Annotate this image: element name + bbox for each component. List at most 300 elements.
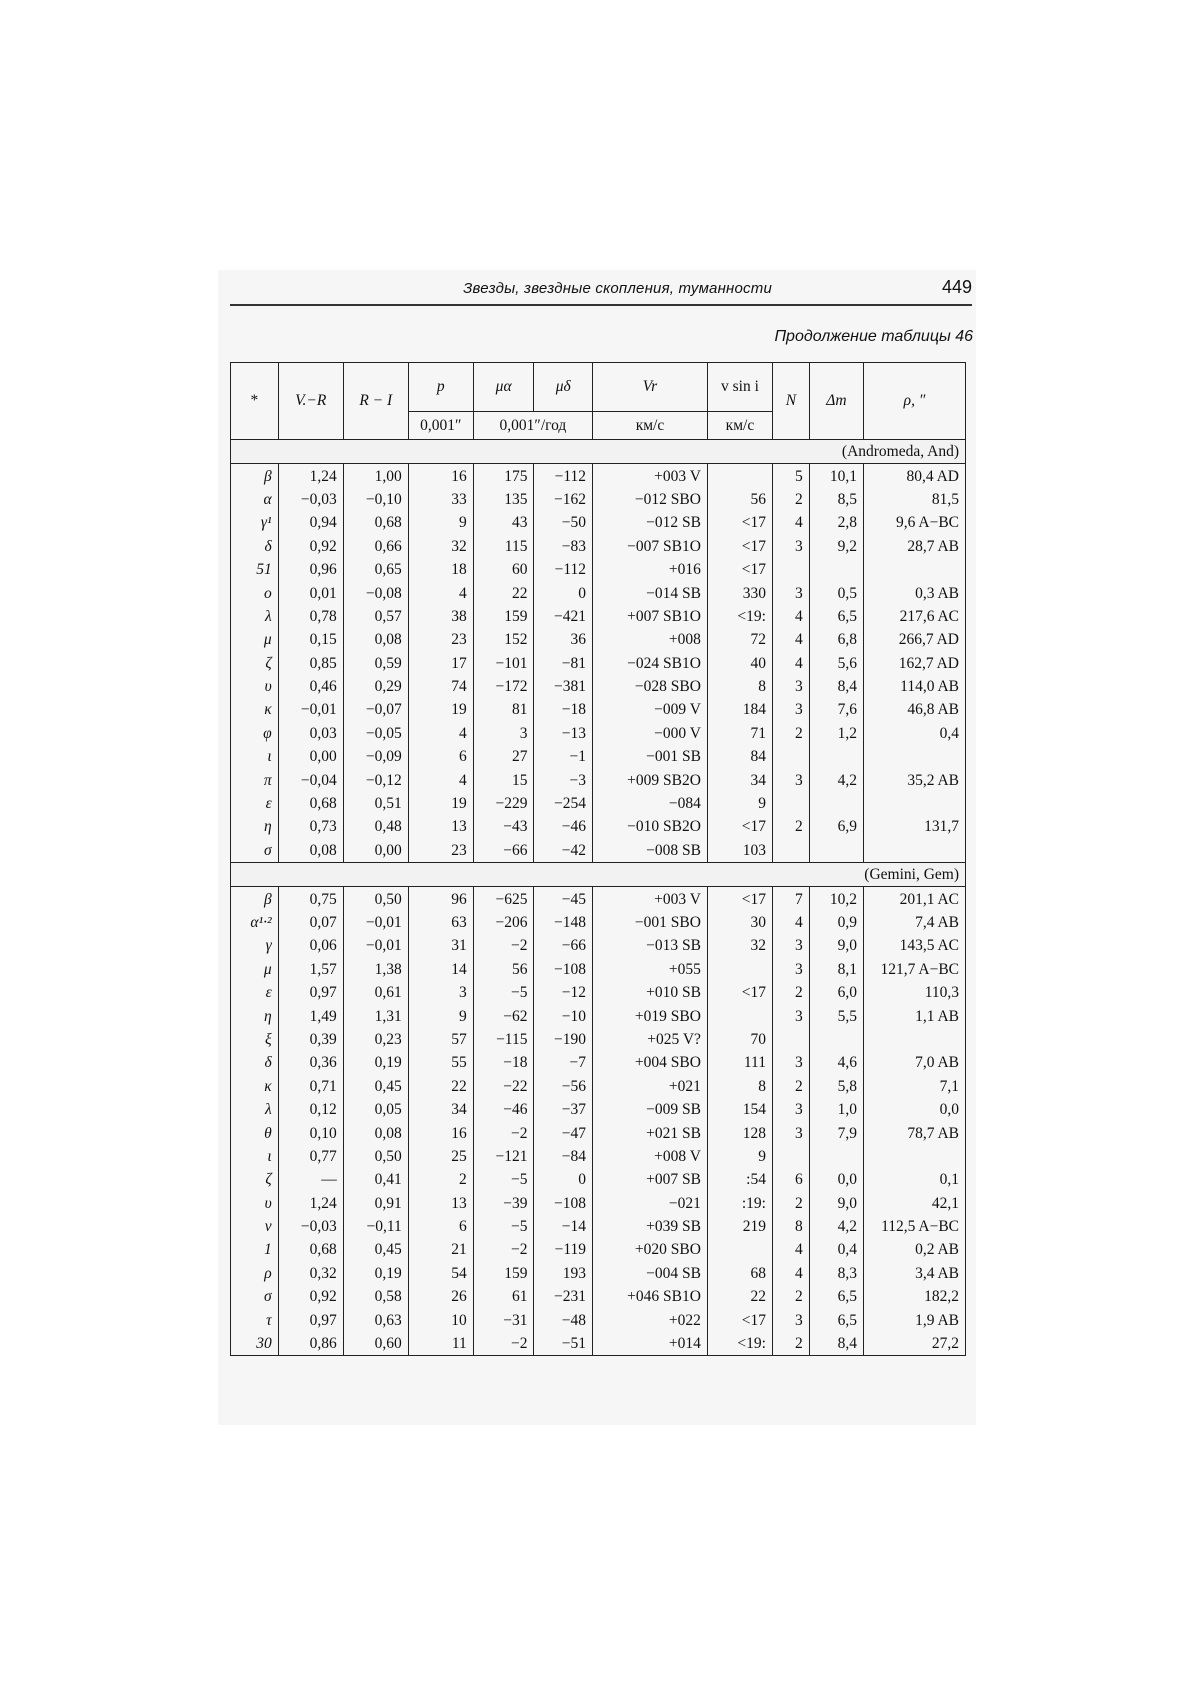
cell-n: 4 (772, 628, 809, 651)
cell-parallax: 25 (408, 1145, 473, 1168)
cell-rho: 3,4 AB (864, 1262, 966, 1285)
cell-n: 2 (772, 1075, 809, 1098)
cell-r-i: 0,63 (343, 1308, 408, 1331)
cell-delta-m (809, 745, 863, 768)
cell-delta-m: 8,4 (809, 675, 863, 698)
cell-r-i: 0,91 (343, 1192, 408, 1215)
cell-parallax: 6 (408, 1215, 473, 1238)
cell-star-name: δ (231, 535, 279, 558)
cell-n: 8 (772, 1215, 809, 1238)
cell-mu-alpha: 60 (473, 558, 534, 581)
cell-delta-m: 8,4 (809, 1332, 863, 1356)
cell-r-i: −0,08 (343, 581, 408, 604)
cell-mu-delta: −18 (534, 698, 593, 721)
cell-v-r: 0,68 (278, 1238, 343, 1261)
cell-n: 2 (772, 815, 809, 838)
header-parallax: p (408, 363, 473, 412)
cell-radial-velocity: −021 (593, 1192, 708, 1215)
cell-n: 4 (772, 605, 809, 628)
cell-mu-delta: −112 (534, 464, 593, 488)
cell-parallax: 10 (408, 1308, 473, 1331)
cell-delta-m (809, 792, 863, 815)
cell-vsini: 184 (707, 698, 772, 721)
header-rule (230, 304, 972, 306)
cell-star-name: 30 (231, 1332, 279, 1356)
cell-star-name: λ (231, 1098, 279, 1121)
cell-mu-alpha: 22 (473, 581, 534, 604)
cell-mu-alpha: −2 (473, 1238, 534, 1261)
cell-mu-alpha: 115 (473, 535, 534, 558)
cell-mu-delta: −231 (534, 1285, 593, 1308)
cell-r-i: −0,11 (343, 1215, 408, 1238)
cell-rho: 80,4 AD (864, 464, 966, 488)
table-row (231, 958, 966, 981)
table-row (231, 628, 966, 651)
header-vsini: v sin i (707, 363, 772, 412)
cell-radial-velocity: −000 V (593, 722, 708, 745)
cell-radial-velocity: −024 SB1O (593, 652, 708, 675)
cell-star-name: μ (231, 958, 279, 981)
cell-star-name: ι (231, 745, 279, 768)
cell-mu-delta: −7 (534, 1051, 593, 1074)
cell-n: 4 (772, 511, 809, 534)
cell-parallax: 33 (408, 488, 473, 511)
table-row (231, 1121, 966, 1144)
cell-mu-alpha: −18 (473, 1051, 534, 1074)
cell-star-name: ζ (231, 652, 279, 675)
cell-star-name: ζ (231, 1168, 279, 1191)
section-title: (Andromeda, And) (231, 440, 966, 464)
cell-mu-alpha: −5 (473, 1215, 534, 1238)
cell-v-r: 0,92 (278, 535, 343, 558)
table-row (231, 1332, 966, 1356)
cell-rho: 0,1 (864, 1168, 966, 1191)
cell-v-r: −0,03 (278, 1215, 343, 1238)
table-row (231, 934, 966, 957)
cell-r-i: 0,61 (343, 981, 408, 1004)
cell-mu-delta: −108 (534, 958, 593, 981)
cell-v-r: 0,46 (278, 675, 343, 698)
cell-delta-m: 6,5 (809, 1308, 863, 1331)
cell-delta-m: 10,1 (809, 464, 863, 488)
cell-star-name: φ (231, 722, 279, 745)
cell-mu-delta: 0 (534, 1168, 593, 1191)
cell-mu-alpha: 159 (473, 1262, 534, 1285)
cell-radial-velocity: +007 SB1O (593, 605, 708, 628)
cell-vsini: 34 (707, 768, 772, 791)
cell-mu-delta: −56 (534, 1075, 593, 1098)
cell-v-r: 0,86 (278, 1332, 343, 1356)
cell-r-i: 0,19 (343, 1262, 408, 1285)
cell-vsini: 9 (707, 1145, 772, 1168)
header-mu-alpha: μα (473, 363, 534, 412)
cell-delta-m: 1,0 (809, 1098, 863, 1121)
cell-parallax: 13 (408, 1192, 473, 1215)
cell-rho: 1,9 AB (864, 1308, 966, 1331)
cell-r-i: −0,01 (343, 934, 408, 957)
cell-parallax: 22 (408, 1075, 473, 1098)
cell-radial-velocity: +014 (593, 1332, 708, 1356)
cell-radial-velocity: −010 SB2O (593, 815, 708, 838)
cell-delta-m: 6,5 (809, 1285, 863, 1308)
cell-radial-velocity: −012 SB (593, 511, 708, 534)
cell-parallax: 26 (408, 1285, 473, 1308)
cell-delta-m: 2,8 (809, 511, 863, 534)
cell-r-i: 0,08 (343, 628, 408, 651)
table-row (231, 675, 966, 698)
cell-star-name: υ (231, 675, 279, 698)
cell-n: 3 (772, 1098, 809, 1121)
header-radial-velocity: Vr (593, 363, 708, 412)
cell-mu-delta: −148 (534, 911, 593, 934)
cell-r-i: 0,29 (343, 675, 408, 698)
cell-radial-velocity: +019 SBO (593, 1004, 708, 1027)
cell-star-name: ε (231, 792, 279, 815)
cell-vsini: :19: (707, 1192, 772, 1215)
table-row (231, 745, 966, 768)
unit-vsini: км/с (707, 412, 772, 440)
cell-mu-alpha: 61 (473, 1285, 534, 1308)
table-row (231, 464, 966, 488)
cell-v-r: 0,85 (278, 652, 343, 675)
cell-v-r: 1,57 (278, 958, 343, 981)
table-row (231, 1075, 966, 1098)
cell-n: 3 (772, 1308, 809, 1331)
cell-radial-velocity: +003 V (593, 464, 708, 488)
cell-parallax: 23 (408, 839, 473, 863)
cell-rho (864, 558, 966, 581)
cell-rho: 27,2 (864, 1332, 966, 1356)
cell-r-i: 0,08 (343, 1121, 408, 1144)
cell-v-r: 0,36 (278, 1051, 343, 1074)
cell-v-r: 0,77 (278, 1145, 343, 1168)
cell-vsini: <17 (707, 815, 772, 838)
cell-r-i: −0,12 (343, 768, 408, 791)
cell-mu-delta: −84 (534, 1145, 593, 1168)
cell-rho: 266,7 AD (864, 628, 966, 651)
cell-v-r: 0,92 (278, 1285, 343, 1308)
cell-radial-velocity: −012 SBO (593, 488, 708, 511)
cell-parallax: 9 (408, 1004, 473, 1027)
cell-star-name: 1 (231, 1238, 279, 1261)
cell-mu-delta: −42 (534, 839, 593, 863)
cell-vsini: 68 (707, 1262, 772, 1285)
cell-delta-m: 0,9 (809, 911, 863, 934)
cell-mu-alpha: −625 (473, 887, 534, 911)
cell-rho: 0,0 (864, 1098, 966, 1121)
unit-parallax: 0,001″ (408, 412, 473, 440)
cell-v-r: −0,03 (278, 488, 343, 511)
cell-radial-velocity: +003 V (593, 887, 708, 911)
cell-r-i: 0,41 (343, 1168, 408, 1191)
cell-parallax: 16 (408, 1121, 473, 1144)
cell-r-i: −0,09 (343, 745, 408, 768)
cell-star-name: 51 (231, 558, 279, 581)
cell-n: 7 (772, 887, 809, 911)
cell-rho (864, 839, 966, 863)
cell-vsini (707, 1004, 772, 1027)
cell-star-name: υ (231, 1192, 279, 1215)
cell-n: 3 (772, 675, 809, 698)
cell-parallax: 57 (408, 1028, 473, 1051)
cell-v-r: 0,97 (278, 981, 343, 1004)
cell-vsini: 9 (707, 792, 772, 815)
cell-delta-m: 9,0 (809, 1192, 863, 1215)
cell-mu-alpha: −115 (473, 1028, 534, 1051)
header-r-i: R − I (343, 363, 408, 440)
cell-n (772, 1145, 809, 1168)
table-row (231, 698, 966, 721)
cell-star-name: λ (231, 605, 279, 628)
cell-delta-m: 8,3 (809, 1262, 863, 1285)
cell-n: 2 (772, 488, 809, 511)
cell-vsini: 219 (707, 1215, 772, 1238)
cell-star-name: δ (231, 1051, 279, 1074)
cell-r-i: 0,57 (343, 605, 408, 628)
cell-mu-delta: −45 (534, 887, 593, 911)
cell-radial-velocity: −001 SBO (593, 911, 708, 934)
cell-parallax: 16 (408, 464, 473, 488)
cell-rho: 35,2 AB (864, 768, 966, 791)
cell-radial-velocity: −084 (593, 792, 708, 815)
cell-parallax: 2 (408, 1168, 473, 1191)
cell-radial-velocity: +046 SB1O (593, 1285, 708, 1308)
cell-r-i: 0,65 (343, 558, 408, 581)
table-row (231, 768, 966, 791)
cell-mu-delta: −81 (534, 652, 593, 675)
cell-parallax: 31 (408, 934, 473, 957)
table-row (231, 488, 966, 511)
cell-rho: 78,7 AB (864, 1121, 966, 1144)
cell-delta-m: 9,2 (809, 535, 863, 558)
cell-v-r: 0,97 (278, 1308, 343, 1331)
cell-parallax: 6 (408, 745, 473, 768)
cell-rho: 143,5 AC (864, 934, 966, 957)
cell-vsini: :54 (707, 1168, 772, 1191)
cell-vsini (707, 464, 772, 488)
cell-star-name: ι (231, 1145, 279, 1168)
cell-star-name: β (231, 887, 279, 911)
cell-mu-alpha: −62 (473, 1004, 534, 1027)
cell-mu-alpha: −66 (473, 839, 534, 863)
cell-vsini: <19: (707, 605, 772, 628)
cell-rho: 42,1 (864, 1192, 966, 1215)
cell-rho: 7,4 AB (864, 911, 966, 934)
cell-v-r: 0,78 (278, 605, 343, 628)
cell-r-i: −0,05 (343, 722, 408, 745)
cell-rho: 0,3 AB (864, 581, 966, 604)
cell-vsini: 111 (707, 1051, 772, 1074)
cell-mu-delta: −51 (534, 1332, 593, 1356)
table-row (231, 887, 966, 911)
cell-mu-delta: −37 (534, 1098, 593, 1121)
cell-parallax: 19 (408, 698, 473, 721)
star-data-table (230, 362, 966, 1356)
cell-vsini: <17 (707, 535, 772, 558)
cell-star-name: ν (231, 1215, 279, 1238)
cell-star-name: σ (231, 839, 279, 863)
cell-mu-delta: −112 (534, 558, 593, 581)
table-row (231, 839, 966, 863)
cell-n: 2 (772, 722, 809, 745)
cell-delta-m: 5,8 (809, 1075, 863, 1098)
cell-rho: 0,4 (864, 722, 966, 745)
cell-radial-velocity: −013 SB (593, 934, 708, 957)
cell-vsini: <17 (707, 887, 772, 911)
cell-r-i: 0,66 (343, 535, 408, 558)
cell-parallax: 34 (408, 1098, 473, 1121)
cell-r-i: 1,31 (343, 1004, 408, 1027)
table-row (231, 1262, 966, 1285)
cell-delta-m: 0,4 (809, 1238, 863, 1261)
cell-radial-velocity: +055 (593, 958, 708, 981)
cell-mu-alpha: −121 (473, 1145, 534, 1168)
cell-star-name: ο (231, 581, 279, 604)
table-row (231, 1145, 966, 1168)
cell-vsini: 22 (707, 1285, 772, 1308)
table-row (231, 815, 966, 838)
cell-n (772, 792, 809, 815)
cell-star-name: ξ (231, 1028, 279, 1051)
cell-n: 2 (772, 981, 809, 1004)
cell-star-name: β (231, 464, 279, 488)
cell-star-name: γ (231, 934, 279, 957)
cell-parallax: 18 (408, 558, 473, 581)
cell-vsini: <19: (707, 1332, 772, 1356)
cell-v-r: 0,10 (278, 1121, 343, 1144)
cell-r-i: −0,01 (343, 911, 408, 934)
cell-delta-m: 9,0 (809, 934, 863, 957)
cell-radial-velocity: +022 (593, 1308, 708, 1331)
cell-mu-alpha: 135 (473, 488, 534, 511)
section-gemini (231, 863, 966, 1356)
cell-radial-velocity: +016 (593, 558, 708, 581)
cell-star-name: η (231, 815, 279, 838)
cell-radial-velocity: +021 SB (593, 1121, 708, 1144)
cell-delta-m: 6,9 (809, 815, 863, 838)
cell-mu-alpha: 159 (473, 605, 534, 628)
cell-v-r: 0,71 (278, 1075, 343, 1098)
cell-v-r: 0,73 (278, 815, 343, 838)
cell-rho: 28,7 AB (864, 535, 966, 558)
cell-delta-m: 5,5 (809, 1004, 863, 1027)
cell-delta-m (809, 558, 863, 581)
cell-r-i: 0,68 (343, 511, 408, 534)
header-n: N (772, 363, 809, 440)
cell-mu-delta: −83 (534, 535, 593, 558)
cell-rho: 162,7 AD (864, 652, 966, 675)
table-row (231, 581, 966, 604)
cell-mu-delta: −1 (534, 745, 593, 768)
cell-r-i: 0,51 (343, 792, 408, 815)
table-row (231, 911, 966, 934)
cell-rho: 81,5 (864, 488, 966, 511)
cell-delta-m: 7,6 (809, 698, 863, 721)
cell-rho: 182,2 (864, 1285, 966, 1308)
cell-parallax: 4 (408, 581, 473, 604)
table-row (231, 1168, 966, 1191)
cell-v-r: 1,24 (278, 464, 343, 488)
cell-star-name: κ (231, 698, 279, 721)
table-row (231, 1051, 966, 1074)
cell-rho: 201,1 AC (864, 887, 966, 911)
table-row (231, 1192, 966, 1215)
cell-parallax: 32 (408, 535, 473, 558)
cell-v-r: −0,04 (278, 768, 343, 791)
cell-parallax: 96 (408, 887, 473, 911)
cell-vsini: 40 (707, 652, 772, 675)
cell-parallax: 38 (408, 605, 473, 628)
cell-mu-delta: −3 (534, 768, 593, 791)
cell-n: 4 (772, 652, 809, 675)
cell-parallax: 23 (408, 628, 473, 651)
cell-mu-alpha: −2 (473, 934, 534, 957)
cell-vsini: 154 (707, 1098, 772, 1121)
cell-vsini: 8 (707, 1075, 772, 1098)
cell-rho (864, 745, 966, 768)
cell-star-name: α¹·² (231, 911, 279, 934)
cell-delta-m: 0,0 (809, 1168, 863, 1191)
cell-n: 2 (772, 1332, 809, 1356)
cell-r-i: −0,07 (343, 698, 408, 721)
unit-proper-motion: 0,001″/год (473, 412, 592, 440)
cell-r-i: 0,59 (343, 652, 408, 675)
cell-vsini: 103 (707, 839, 772, 863)
cell-mu-alpha: 3 (473, 722, 534, 745)
cell-radial-velocity: +008 V (593, 1145, 708, 1168)
cell-v-r: 0,06 (278, 934, 343, 957)
cell-r-i: 0,23 (343, 1028, 408, 1051)
cell-star-name: τ (231, 1308, 279, 1331)
cell-radial-velocity: −004 SB (593, 1262, 708, 1285)
cell-v-r: 0,08 (278, 839, 343, 863)
cell-star-name: ρ (231, 1262, 279, 1285)
cell-r-i: 0,45 (343, 1075, 408, 1098)
cell-v-r: 0,32 (278, 1262, 343, 1285)
cell-parallax: 3 (408, 981, 473, 1004)
table-row (231, 535, 966, 558)
cell-v-r: 0,75 (278, 887, 343, 911)
cell-rho: 0,2 AB (864, 1238, 966, 1261)
cell-mu-alpha: −2 (473, 1121, 534, 1144)
cell-vsini: <17 (707, 1308, 772, 1331)
cell-delta-m: 4,2 (809, 768, 863, 791)
cell-n: 3 (772, 958, 809, 981)
cell-radial-velocity: +004 SBO (593, 1051, 708, 1074)
cell-mu-alpha: 175 (473, 464, 534, 488)
cell-vsini: 330 (707, 581, 772, 604)
cell-parallax: 19 (408, 792, 473, 815)
cell-v-r: 0,68 (278, 792, 343, 815)
cell-vsini: 84 (707, 745, 772, 768)
section-andromeda (231, 440, 966, 863)
header-mu-delta: μδ (534, 363, 593, 412)
cell-mu-delta: −190 (534, 1028, 593, 1051)
cell-delta-m: 8,1 (809, 958, 863, 981)
cell-v-r: 0,15 (278, 628, 343, 651)
cell-mu-delta: −46 (534, 815, 593, 838)
cell-n: 4 (772, 1238, 809, 1261)
cell-parallax: 55 (408, 1051, 473, 1074)
cell-star-name: η (231, 1004, 279, 1027)
cell-delta-m: 6,0 (809, 981, 863, 1004)
cell-delta-m (809, 1145, 863, 1168)
cell-mu-delta: 0 (534, 581, 593, 604)
cell-r-i: 0,19 (343, 1051, 408, 1074)
cell-rho: 217,6 AC (864, 605, 966, 628)
cell-mu-delta: −162 (534, 488, 593, 511)
cell-mu-alpha: −43 (473, 815, 534, 838)
